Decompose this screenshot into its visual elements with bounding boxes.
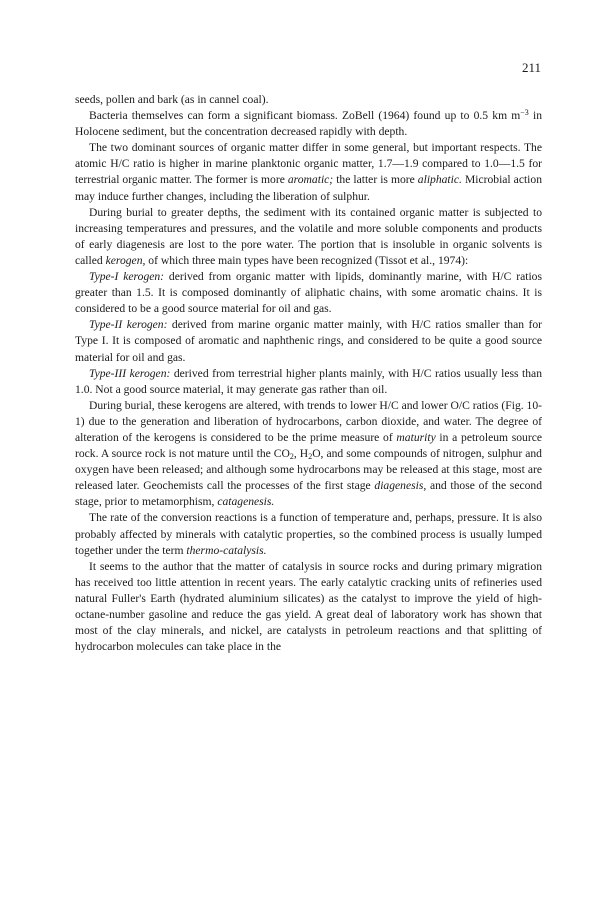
page-number: 211 <box>521 60 541 75</box>
paragraph <box>75 205 542 269</box>
paragraph <box>75 92 542 108</box>
paragraph <box>75 140 542 204</box>
italic-term: maturity <box>396 430 436 444</box>
text-run: During burial to greater depths, the sediment with its contained organic matter is subjected to increasing temperatures and pressures, and the volatile and more soluble components and products of early diagenesis are lost to the pore water. The portion that is insoluble in organic solvents is called <box>75 205 542 267</box>
superscript: −3 <box>520 108 529 118</box>
paragraph <box>75 317 542 365</box>
paragraph <box>75 366 542 398</box>
italic-term: thermo-catalysis. <box>186 543 267 557</box>
paragraph <box>75 398 542 511</box>
text-run: derived from marine organic matter mainly, with H/C ratios smaller than for Type I. It is composed of aromatic and naphthenic rings, and considered to be quite a good source material for oil and gas. <box>75 318 542 364</box>
subscript: 2 <box>308 452 313 462</box>
paragraph <box>75 269 542 317</box>
text-run: Microbial action may induce further changes, including the liberation of sulphur. <box>75 173 543 203</box>
text-run: seeds, pollen and bark (as in cannel coal). <box>75 93 269 106</box>
text-run: The two dominant sources of organic matter differ in some general, but important respects. The atomic H/C ratio is higher in marine planktonic organic matter, 1.7—1.9 compared to 1.0—1.5 for terrestrial organic matter. The former is more <box>75 141 542 187</box>
text-run: derived from terrestrial higher plants mainly, with H/C ratios usually less than 1.0. Not a good source material, it may generate gas rather than oil. <box>75 366 542 396</box>
text-run: The rate of the conversion reactions is a function of temperature and, perhaps, pressure. It is also probably affected by minerals with catalytic properties, so the combined process is usually lumped together under the term <box>75 511 542 557</box>
italic-term: Type-II kerogen: <box>89 318 168 332</box>
text-run: Bacteria themselves can form a significant biomass. ZoBell (1964) found up to 0.5 km m <box>89 109 521 123</box>
italic-term: Type-III kerogen: <box>89 366 171 380</box>
paragraph <box>75 108 542 140</box>
text-run: O, and some compounds of nitrogen, sulphur and oxygen have been released; and although some hydrocarbons may be released at this stage, most are released later. Geochemists call the processes of the first stage <box>75 447 542 493</box>
italic-term: diagenesis, <box>374 479 427 493</box>
italic-term: Type-I kerogen: <box>89 270 165 284</box>
paragraph <box>75 559 542 656</box>
italic-term: catagenesis. <box>217 495 275 509</box>
text-run: It seems to the author that the matter of catalysis in source rocks and during primary migration has received too little attention in recent years. The early catalytic cracking units of refineries used natural Fuller's Earth (hydrated aluminium silicates) as the catalyst to improve the yield of high-octane-number gasoline and reduce the gas yield. A great deal of laboratory work has shown that most of the clay minerals, and nickel, are catalysts in petroleum reactions and that splitting of hydrocarbon molecules can take place in the <box>75 559 542 654</box>
body-text <box>75 92 542 655</box>
text-run: the latter is more <box>333 173 418 187</box>
italic-term: aliphatic. <box>417 173 462 187</box>
paragraph <box>75 510 542 558</box>
italic-term: kerogen, <box>105 253 146 267</box>
text-run: , H <box>293 447 309 461</box>
subscript: 2 <box>289 452 294 462</box>
text-run: derived from organic matter with lipids, dominantly marine, with H/C ratios greater than 1.5. It is composed dominantly of aliphatic chains, with some aromatic chains. It is considered to be a good source material for oil and gas. <box>75 270 542 316</box>
text-run: During burial, these kerogens are altered, with trends to lower H/C and lower O/C ratios (Fig. 10-1) due to the generation and liberation of hydrocarbons, carbon dioxide, and water. The degree of alteration of the kerogens is considered to be the prime measure of <box>75 398 543 444</box>
text-run: and those of the second stage, prior to metamorphism, <box>75 479 542 509</box>
text-run: of which three main types have been recognized (Tissot et al., 1974): <box>145 253 469 267</box>
italic-term: aromatic; <box>287 173 334 187</box>
text-run: in a petroleum source rock. A source rock is not mature until the CO <box>75 430 542 461</box>
text-run: in Holocene sediment, but the concentration decreased rapidly with depth. <box>75 109 543 139</box>
